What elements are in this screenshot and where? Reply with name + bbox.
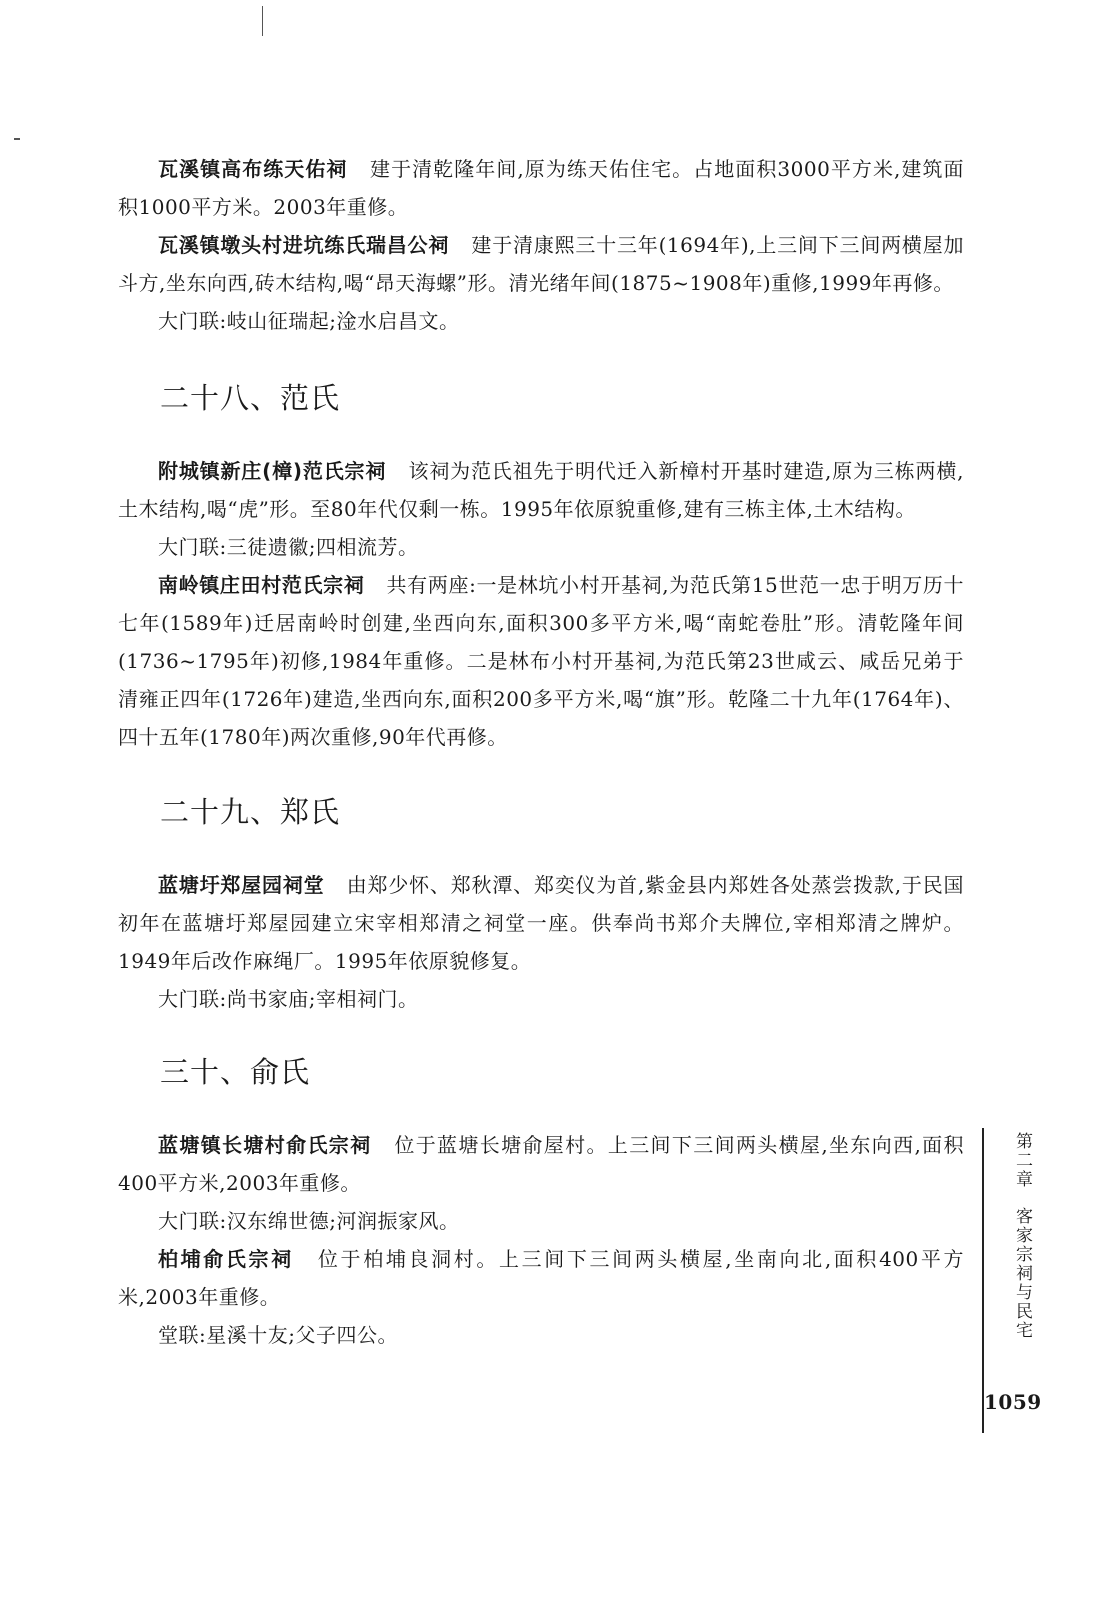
entry-text: 共有两座:一是林坑小村开基祠,为范氏第15世范一忠于明万历十七年(1589年)迁居南岭时创建,坐西向东,面积300多平方米,喝“南蛇卷肚”形。清乾隆年间(1736~1795年)初修,1984年重修。二是林布小村开基祠,为范氏第23世咸云、咸岳兄弟于清雍正四年(1726年)建造,坐西向东,面积200多平方米,喝“旗”形。乾隆二十九年(1764年)、四十五年(1780年)两次重修,90年代再修。: [118, 573, 965, 749]
running-chapter-label: [1000, 1132, 1032, 1340]
entry-text: 建于清康熙三十三年(1694年),上三间下三间两横屋加斗方,坐东向西,砖木结构,喝“昂天海螺”形。清光绪年间(1875~1908年)重修,1999年再修。: [118, 233, 964, 295]
entry-paragraph: [118, 1240, 964, 1316]
entry-text: 位于蓝塘长塘俞屋村。上三间下三间两头横屋,坐东向西,面积400平方米,2003年重修。: [118, 1133, 965, 1195]
entry-paragraph: [118, 566, 964, 756]
door-couplet: 大门联:岐山征瑞起;淦水启昌文。: [158, 309, 460, 333]
entry-title: 附城镇新庄(樟)范氏宗祠: [158, 459, 387, 483]
entry-text: 建于清乾隆年间,原为练天佑住宅。占地面积3000平方米,建筑面积1000平方米。2003年重修。: [118, 157, 965, 219]
chapter-title: 客家宗祠与民宅: [1012, 1207, 1032, 1340]
scan-artifact-top: [262, 6, 263, 36]
door-couplet: 大门联:三徒遗徽;四相流芳。: [158, 535, 419, 559]
margin-rule: [982, 1128, 984, 1433]
door-couplet: 大门联:汉东绵世德;河润振家风。: [158, 1209, 460, 1233]
entry-paragraph: [118, 452, 964, 528]
door-couplet: 大门联:尚书家庙;宰相祠门。: [158, 987, 419, 1011]
entry-title: 瓦溪镇墩头村进坑练氏瑞昌公祠: [158, 233, 450, 257]
entry-title: 瓦溪镇高布练天佑祠: [158, 157, 348, 181]
chapter-number: 第二章: [1012, 1132, 1032, 1189]
entry-text: 该祠为范氏祖先于明代迁入新樟村开基时建造,原为三栋两横,土木结构,喝“虎”形。至80年代仅剩一栋。1995年依原貌重修,建有三栋主体,土木结构。: [118, 459, 965, 521]
section-heading: 三十、俞氏: [160, 1055, 311, 1089]
entry-title: 蓝塘圩郑屋园祠堂: [158, 873, 325, 897]
entry-text: 由郑少怀、郑秋潭、郑奕仪为首,紫金县内郑姓各处蒸尝拨款,于民国初年在蓝塘圩郑屋园建立宋宰相郑清之祠堂一座。供奉尚书郑介夫牌位,宰相郑清之牌炉。1949年后改作麻绳厂。1995年依原貌修复。: [118, 873, 965, 973]
main-text-column: [118, 150, 964, 1354]
entry-paragraph: [118, 226, 964, 302]
entry-title: 蓝塘镇长塘村俞氏宗祠: [158, 1133, 372, 1157]
entry-text: 位于柏埔良洞村。上三间下三间两头横屋,坐南向北,面积400平方米,2003年重修。: [118, 1247, 965, 1309]
entry-title: 南岭镇庄田村范氏宗祠: [158, 573, 365, 597]
entry-paragraph: [118, 150, 964, 226]
entry-title: 柏埔俞氏宗祠: [158, 1247, 294, 1271]
hall-couplet: 堂联:星溪十友;父子四公。: [158, 1323, 398, 1347]
section-heading: 二十八、范氏: [160, 381, 341, 415]
entry-paragraph: [118, 1126, 964, 1202]
entry-paragraph: [118, 866, 964, 980]
page-number: 1059: [984, 1390, 1042, 1414]
section-heading: 二十九、郑氏: [160, 795, 341, 829]
scan-artifact-left: [14, 138, 20, 140]
